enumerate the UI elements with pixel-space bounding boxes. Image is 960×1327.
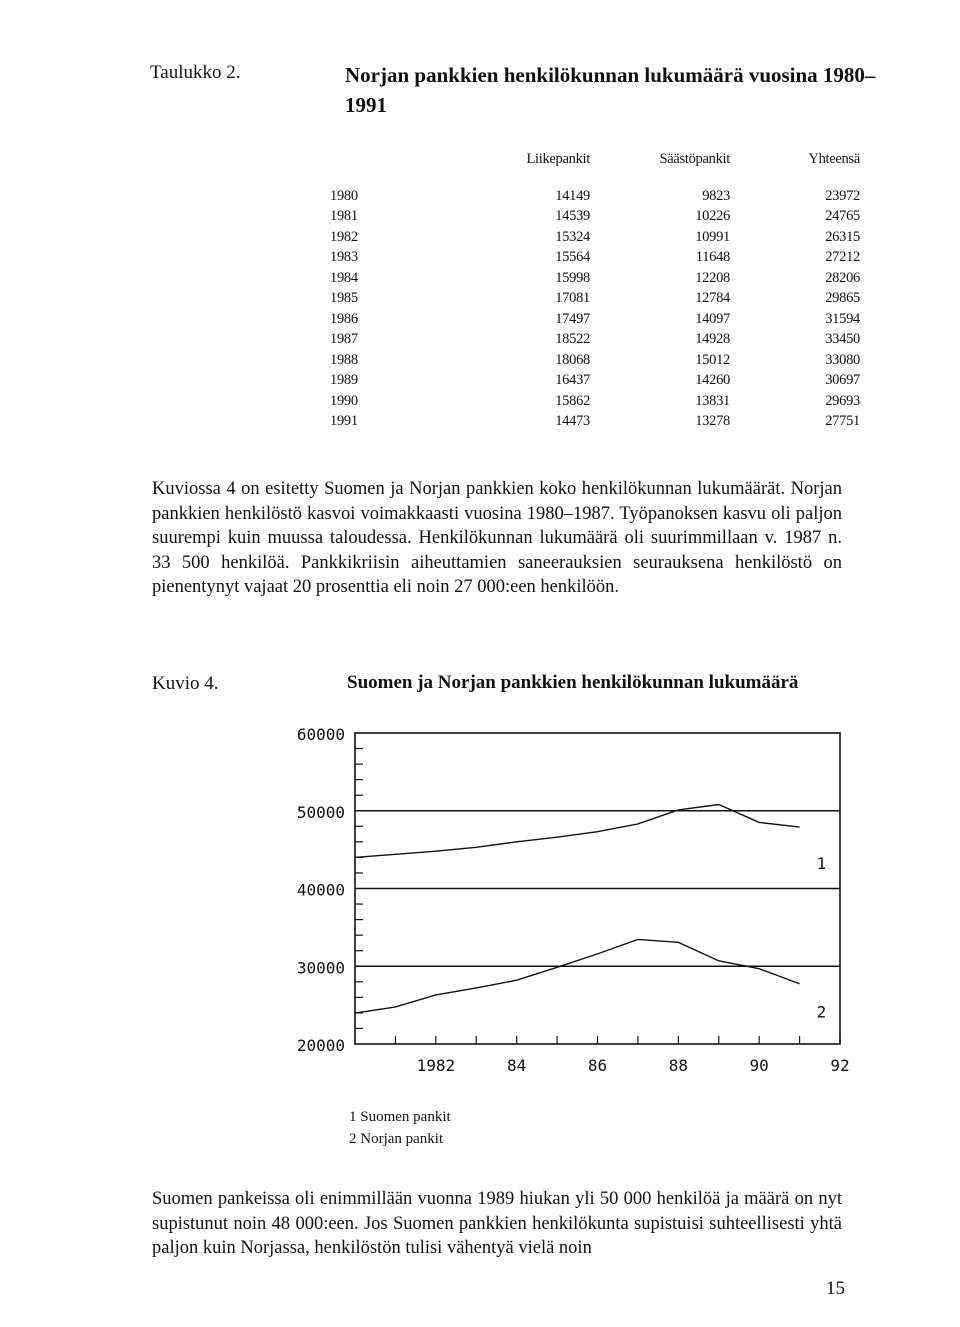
chart-grid <box>355 811 840 967</box>
cell-year: 1990 <box>330 392 358 409</box>
cell-liikepankit: 15564 <box>555 249 590 266</box>
header-liikepankit: Liikepankit <box>526 150 590 167</box>
cell-saastopankit: 12784 <box>695 290 730 307</box>
cell-saastopankit: 14928 <box>695 331 730 348</box>
paragraph-1: Kuviossa 4 on esitetty Suomen ja Norjan pankkien koko henkilökunnan lukumäärät. Norjan pankkien henkilöstö kasvoi voimakkaasti vuosina 1980–1987. Työpanoksen kasvu oli paljon suurempi kuin muussa taloudessa. Henkilökunnan lukumäärä oli suurimmillaan v. 1987 n. 33 500 henkilöä. Pankkikriisin aiheuttamien saneerauksien seurauksena henkilöstö on pienentynyt vajaat 20 prosenttia eli noin 27 000:een henkilöön. <box>152 479 842 597</box>
cell-saastopankit: 9823 <box>702 187 730 204</box>
header-saastopankit: Säästöpankit <box>659 150 730 167</box>
cell-saastopankit: 15012 <box>695 351 730 368</box>
y-tick-label: 50000 <box>296 802 345 822</box>
cell-yhteensa: 30697 <box>825 372 860 389</box>
chart-y-tick-labels <box>297 725 345 1055</box>
cell-saastopankit: 11648 <box>695 249 730 266</box>
cell-yhteensa: 24765 <box>825 208 860 225</box>
cell-year: 1989 <box>330 372 358 389</box>
cell-liikepankit: 14149 <box>555 187 590 204</box>
cell-saastopankit: 14260 <box>695 372 730 389</box>
cell-yhteensa: 28206 <box>825 269 860 286</box>
cell-year: 1982 <box>330 228 358 245</box>
x-tick-label: 1982 <box>416 1056 456 1075</box>
cell-liikepankit: 14473 <box>555 413 590 430</box>
cell-yhteensa: 26315 <box>825 228 860 245</box>
cell-liikepankit: 17497 <box>555 310 590 327</box>
cell-year: 1988 <box>330 351 358 368</box>
series-label-1: 1 <box>816 854 827 874</box>
table-label: Taulukko 2. <box>150 62 241 83</box>
x-tick-label: 86 <box>587 1056 608 1075</box>
cell-yhteensa: 33450 <box>825 331 860 348</box>
cell-year: 1983 <box>330 249 358 266</box>
y-tick-label: 20000 <box>296 1036 345 1055</box>
cell-saastopankit: 13278 <box>695 413 730 430</box>
page-number: 15 <box>826 1278 845 1299</box>
x-tick-label: 90 <box>749 1056 769 1075</box>
legend-item-2: 2 Norjan pankit <box>349 1131 444 1147</box>
cell-liikepankit: 18522 <box>555 331 590 348</box>
cell-yhteensa: 27212 <box>825 249 860 266</box>
paragraph-2: Suomen pankeissa oli enimmillään vuonna 1989 hiukan yli 50 000 henkilöä ja määrä on nyt supistunut noin 48 000:een. Jos Suomen pankkien henkilökunta supistuisi suhteellisesti yhtä paljon kuin Norjassa, henkilöstön tulisi vähentyä vielä noin <box>152 1189 842 1258</box>
cell-saastopankit: 13831 <box>695 392 730 409</box>
chart-x-ticks <box>395 1036 849 1075</box>
y-tick-label: 60000 <box>296 725 345 744</box>
cell-liikepankit: 15862 <box>555 392 590 409</box>
x-tick-label: 84 <box>507 1056 527 1075</box>
x-tick-label: 92 <box>830 1056 850 1075</box>
cell-year: 1987 <box>330 331 358 348</box>
cell-yhteensa: 29865 <box>825 290 860 307</box>
cell-liikepankit: 14539 <box>555 208 590 225</box>
chart-series <box>355 805 826 1022</box>
series-line-2 <box>355 939 800 1013</box>
cell-year: 1984 <box>330 269 358 286</box>
cell-yhteensa: 33080 <box>825 351 860 368</box>
cell-saastopankit: 10991 <box>695 228 730 245</box>
cell-yhteensa: 27751 <box>825 413 860 430</box>
cell-year: 1991 <box>330 413 358 430</box>
cell-yhteensa: 31594 <box>825 310 860 327</box>
cell-liikepankit: 18068 <box>555 351 590 368</box>
cell-year: 1986 <box>330 310 358 327</box>
y-tick-label: 30000 <box>296 958 345 978</box>
cell-year: 1985 <box>330 290 358 307</box>
cell-liikepankit: 15324 <box>555 228 590 245</box>
cell-yhteensa: 23972 <box>825 187 860 204</box>
y-tick-label: 40000 <box>296 880 345 900</box>
cell-saastopankit: 10226 <box>695 208 730 225</box>
x-tick-label: 88 <box>668 1056 688 1075</box>
cell-year: 1980 <box>330 187 358 204</box>
series-label-2: 2 <box>816 1002 827 1022</box>
cell-liikepankit: 16437 <box>555 372 590 389</box>
cell-liikepankit: 15998 <box>555 269 590 286</box>
cell-liikepankit: 17081 <box>555 290 590 307</box>
figure-label: Kuvio 4. <box>152 673 219 694</box>
series-line-1 <box>355 805 800 858</box>
header-yhteensa: Yhteensä <box>808 150 860 167</box>
legend-item-1: 1 Suomen pankit <box>349 1109 451 1125</box>
cell-saastopankit: 12208 <box>695 269 730 286</box>
cell-saastopankit: 14097 <box>695 310 730 327</box>
cell-yhteensa: 29693 <box>825 392 860 409</box>
cell-year: 1981 <box>330 208 358 225</box>
figure-title: Suomen ja Norjan pankkien henkilökunnan lukumäärä <box>347 672 799 693</box>
table-title: Norjan pankkien henkilökunnan lukumäärä vuosina 1980–1991 <box>345 63 876 117</box>
chart-legend <box>349 1106 451 1150</box>
